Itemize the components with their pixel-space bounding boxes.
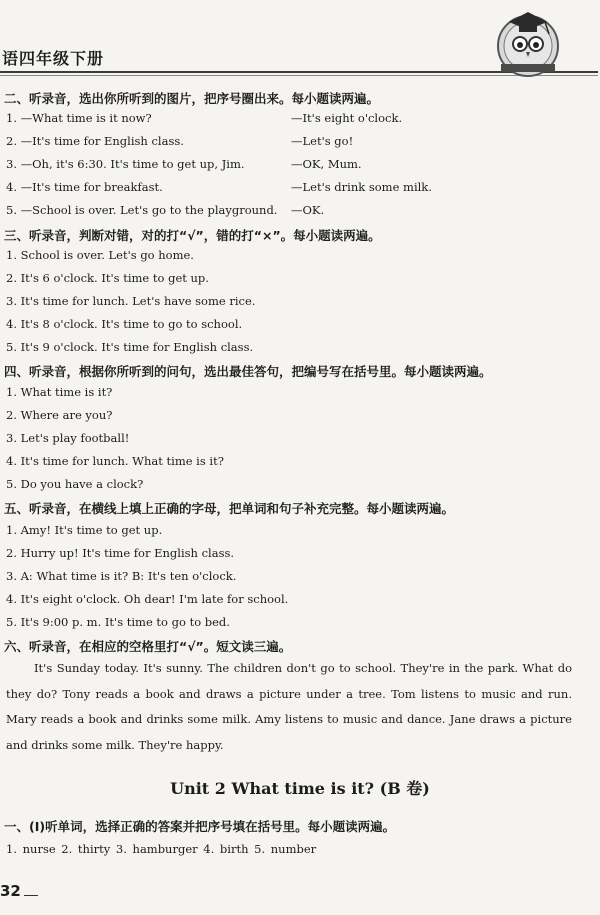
s5-item-1: 1. Amy! It's time to get up. bbox=[6, 523, 163, 537]
s3-item-1: 1. School is over. Let's go home. bbox=[6, 248, 194, 262]
section-3-heading: 三、听录音，判断对错，对的打“√”，错的打“×”。每小题读两遍。 bbox=[4, 228, 381, 243]
book-header-title: 语四年级下册 bbox=[2, 49, 105, 68]
s2-answer-2: —Let's go! bbox=[291, 134, 354, 148]
section-6-heading: 六、听录音，在相应的空格里打“√”。短文读三遍。 bbox=[4, 639, 292, 654]
s3-item-2: 2. It's 6 o'clock. It's time to get up. bbox=[6, 271, 209, 285]
page-number-dash bbox=[24, 895, 38, 896]
s2-question-4: 4. —It's time for breakfast. bbox=[6, 180, 163, 194]
unit-title: Unit 2 What time is it? (B 卷) bbox=[170, 779, 430, 798]
section-2-heading: 二、听录音，选出你所听到的图片，把序号圈出来。每小题读两遍。 bbox=[4, 91, 380, 106]
s4-item-2: 2. Where are you? bbox=[6, 408, 113, 422]
s4-item-4: 4. It's time for lunch. What time is it? bbox=[6, 454, 224, 468]
unit-part-1-heading: 一、(Ⅰ)听单词，选择正确的答案并把序号填在括号里。每小题读两遍。 bbox=[4, 819, 396, 834]
s5-item-5: 5. It's 9:00 p. m. It's time to go to bed. bbox=[6, 615, 230, 629]
s4-item-3: 3. Let's play football! bbox=[6, 431, 130, 445]
section-4-heading: 四、听录音，根据你所听到的问句，选出最佳答句，把编号写在括号里。每小题读两遍。 bbox=[4, 364, 492, 379]
section-5-heading: 五、听录音，在横线上填上正确的字母，把单词和句子补充完整。每小题读两遍。 bbox=[4, 501, 455, 516]
s3-item-3: 3. It's time for lunch. Let's have some rice. bbox=[6, 294, 256, 308]
s2-question-2: 2. —It's time for English class. bbox=[6, 134, 184, 148]
listening-passage: It's Sunday today. It's sunny. The children don't go to school. They're in the park. What do they do? Tony reads a book and draws a picture under a tree. Tom listens to music and run. Mary reads a book and drinks some milk. Amy listens to music and dance. Jane draws a picture and drinks some milk. They're happy. bbox=[6, 661, 572, 752]
s3-item-4: 4. It's 8 o'clock. It's time to go to school. bbox=[6, 317, 243, 331]
s2-question-1: 1. —What time is it now? bbox=[6, 111, 152, 125]
s2-answer-4: —Let's drink some milk. bbox=[291, 180, 432, 194]
s2-answer-5: —OK. bbox=[291, 203, 325, 217]
s3-item-5: 5. It's 9 o'clock. It's time for English class. bbox=[6, 340, 254, 354]
s2-question-3: 3. —Oh, it's 6:30. It's time to get up, Jim. bbox=[6, 157, 245, 171]
s5-item-3: 3. A: What time is it? B: It's ten o'clock. bbox=[6, 569, 237, 583]
s5-item-2: 2. Hurry up! It's time for English class. bbox=[6, 546, 235, 560]
s2-question-5: 5. —School is over. Let's go to the playground. bbox=[6, 203, 278, 217]
s5-item-4: 4. It's eight o'clock. Oh dear! I'm late for school. bbox=[6, 592, 289, 606]
s2-answer-3: —OK, Mum. bbox=[291, 157, 362, 171]
page-number: 32 bbox=[0, 882, 21, 900]
s2-answer-1: —It's eight o'clock. bbox=[291, 111, 403, 125]
word-list: 1. nurse 2. thirty 3. hamburger 4. birth 5. number bbox=[6, 842, 317, 856]
s4-item-5: 5. Do you have a clock? bbox=[6, 477, 144, 491]
owl-mascot-icon bbox=[495, 8, 561, 80]
s4-item-1: 1. What time is it? bbox=[6, 385, 113, 399]
